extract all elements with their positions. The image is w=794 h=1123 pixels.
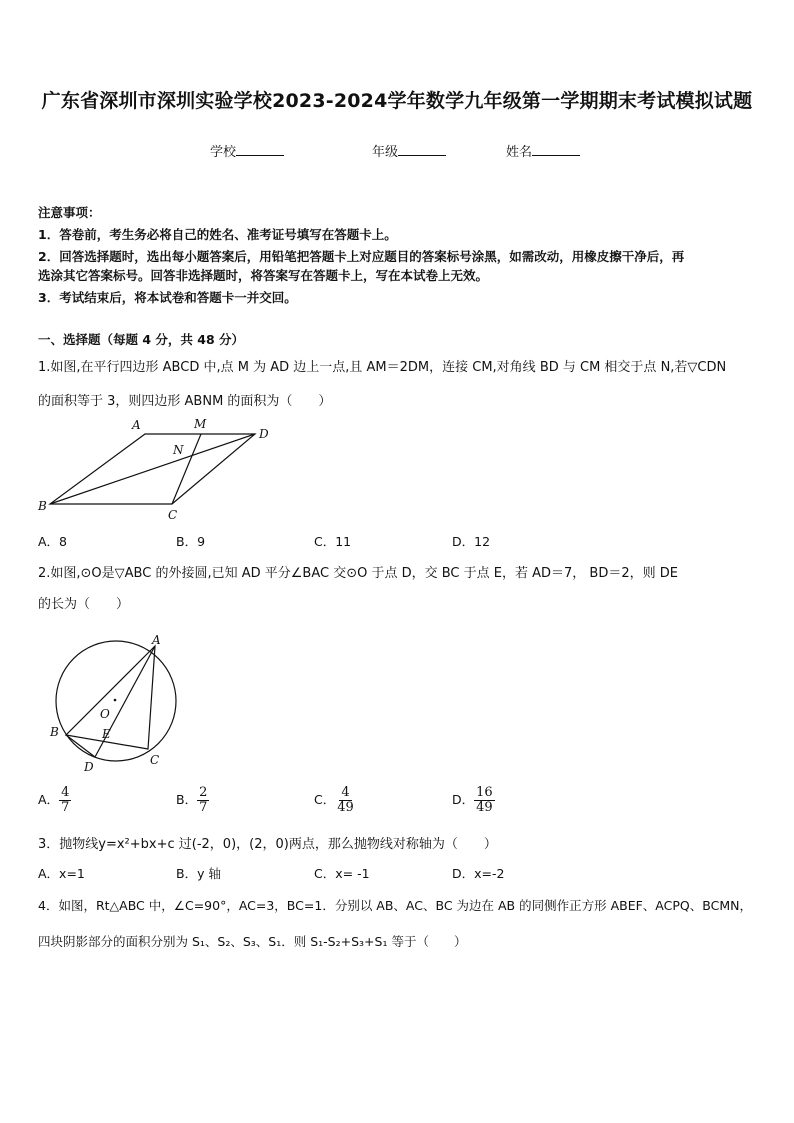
fraction-denominator: 7 bbox=[199, 800, 208, 815]
q2-circle-figure bbox=[40, 632, 200, 780]
note-item: 1．答卷前，考生务必将自己的姓名、准考证号填写在答题卡上。 bbox=[38, 227, 397, 242]
q1-text-line2: 的面积等于 3，则四边形 ABNM 的面积为（ ） bbox=[38, 394, 332, 409]
section-heading: 一、选择题（每题 4 分，共 48 分） bbox=[38, 332, 245, 347]
label-d: D bbox=[84, 760, 94, 774]
q3-option-a[interactable]: A．x=1 bbox=[38, 866, 85, 881]
school-label: 学校 bbox=[210, 145, 237, 160]
q3-option-d[interactable]: D．x=-2 bbox=[452, 866, 505, 881]
school-field[interactable] bbox=[210, 141, 284, 160]
label-n: N bbox=[173, 443, 184, 457]
q2-option-b[interactable] bbox=[176, 786, 209, 815]
q1-option-a[interactable]: A．8 bbox=[38, 534, 68, 549]
fraction-numerator: 4 bbox=[61, 785, 70, 800]
page-title: 广东省深圳市深圳实验学校2023-2024学年数学九年级第一学期期末考试模拟试题 bbox=[41, 90, 753, 112]
note-item: 2．回答选择题时，选出每小题答案后，用铅笔把答题卡上对应题目的答案标号涂黑，如需改动，用橡皮擦干净后，再 bbox=[38, 249, 685, 264]
q1-option-d[interactable]: D．12 bbox=[452, 534, 491, 549]
note-item: 3．考试结束后，将本试卷和答题卡一并交回。 bbox=[38, 290, 297, 305]
q2-option-a-letter: A． bbox=[38, 792, 60, 807]
label-c: C bbox=[150, 753, 160, 767]
q2-option-c-letter: C． bbox=[314, 792, 336, 807]
label-o: O bbox=[100, 707, 110, 721]
label-b: B bbox=[50, 725, 59, 739]
name-blank[interactable] bbox=[532, 144, 580, 156]
fraction-numerator: 16 bbox=[476, 785, 493, 800]
fraction-numerator: 4 bbox=[341, 785, 350, 800]
q2-text-line1: 2.如图,⊙O是▽ABC 的外接圆,已知 AD 平分∠BAC 交⊙O 于点 D，交 BC 于点 E，若 AD＝7， BD＝2，则 DE bbox=[38, 566, 678, 581]
q3-option-c[interactable]: C．x= -1 bbox=[314, 866, 370, 881]
label-c: C bbox=[168, 508, 178, 522]
fraction-denominator: 49 bbox=[476, 800, 493, 815]
q2-option-a-fraction bbox=[59, 786, 71, 815]
segment-bd bbox=[66, 735, 95, 757]
center-point-o bbox=[114, 699, 117, 702]
q1-option-b[interactable]: B．9 bbox=[176, 534, 206, 549]
diagonal-bd bbox=[50, 434, 255, 504]
q2-option-d[interactable] bbox=[452, 786, 495, 815]
q2-option-a[interactable] bbox=[38, 786, 71, 815]
q1-parallelogram-figure bbox=[30, 415, 290, 525]
grade-blank[interactable] bbox=[398, 144, 446, 156]
fraction-numerator: 2 bbox=[199, 785, 208, 800]
label-m: M bbox=[194, 417, 207, 431]
name-field[interactable] bbox=[506, 141, 580, 160]
q2-option-d-fraction bbox=[474, 786, 495, 815]
grade-label: 年级 bbox=[372, 145, 399, 160]
school-blank[interactable] bbox=[236, 144, 284, 156]
q2-text-line2: 的长为（ ） bbox=[38, 597, 130, 612]
q4-text-line1: 4．如图，Rt△ABC 中，∠C=90°，AC=3，BC=1．分别以 AB、AC、BC 为边在 AB 的同侧作正方形 ABEF、ACPQ、BCMN， bbox=[38, 898, 752, 913]
fraction-denominator: 49 bbox=[337, 800, 354, 815]
label-d: D bbox=[259, 427, 269, 441]
name-label: 姓名 bbox=[506, 145, 533, 160]
label-a: A bbox=[152, 633, 161, 647]
q4-text-line2: 四块阴影部分的面积分别为 S₁、S₂、S₃、S₁．则 S₁-S₂+S₃+S₁ 等于（ ） bbox=[38, 934, 467, 949]
label-a: A bbox=[132, 418, 141, 432]
q2-option-c[interactable] bbox=[314, 786, 356, 815]
q2-option-b-fraction bbox=[197, 786, 209, 815]
label-e: E bbox=[102, 727, 111, 741]
note-item: 选涂其它答案标号。回答非选择题时，将答案写在答题卡上，写在本试卷上无效。 bbox=[38, 268, 489, 283]
q3-text: 3．抛物线y=x²+bx+c 过(-2，0)，(2，0)两点，那么抛物线对称轴为（ ） bbox=[38, 837, 497, 852]
notes-heading: 注意事项： bbox=[38, 205, 101, 220]
q3-option-b[interactable]: B．y 轴 bbox=[176, 866, 221, 881]
q1-text-line1: 1.如图,在平行四边形 ABCD 中,点 M 为 AD 边上一点,且 AM＝2DM，连接 CM,对角线 BD 与 CM 相交于点 N,若▽CDN bbox=[38, 360, 727, 375]
q2-option-b-letter: B． bbox=[176, 792, 198, 807]
q2-option-c-fraction bbox=[335, 786, 356, 815]
label-b: B bbox=[38, 499, 47, 513]
grade-field[interactable] bbox=[372, 141, 446, 160]
q2-option-d-letter: D． bbox=[452, 792, 475, 807]
q1-option-c[interactable]: C．11 bbox=[314, 534, 352, 549]
fraction-denominator: 7 bbox=[61, 800, 70, 815]
